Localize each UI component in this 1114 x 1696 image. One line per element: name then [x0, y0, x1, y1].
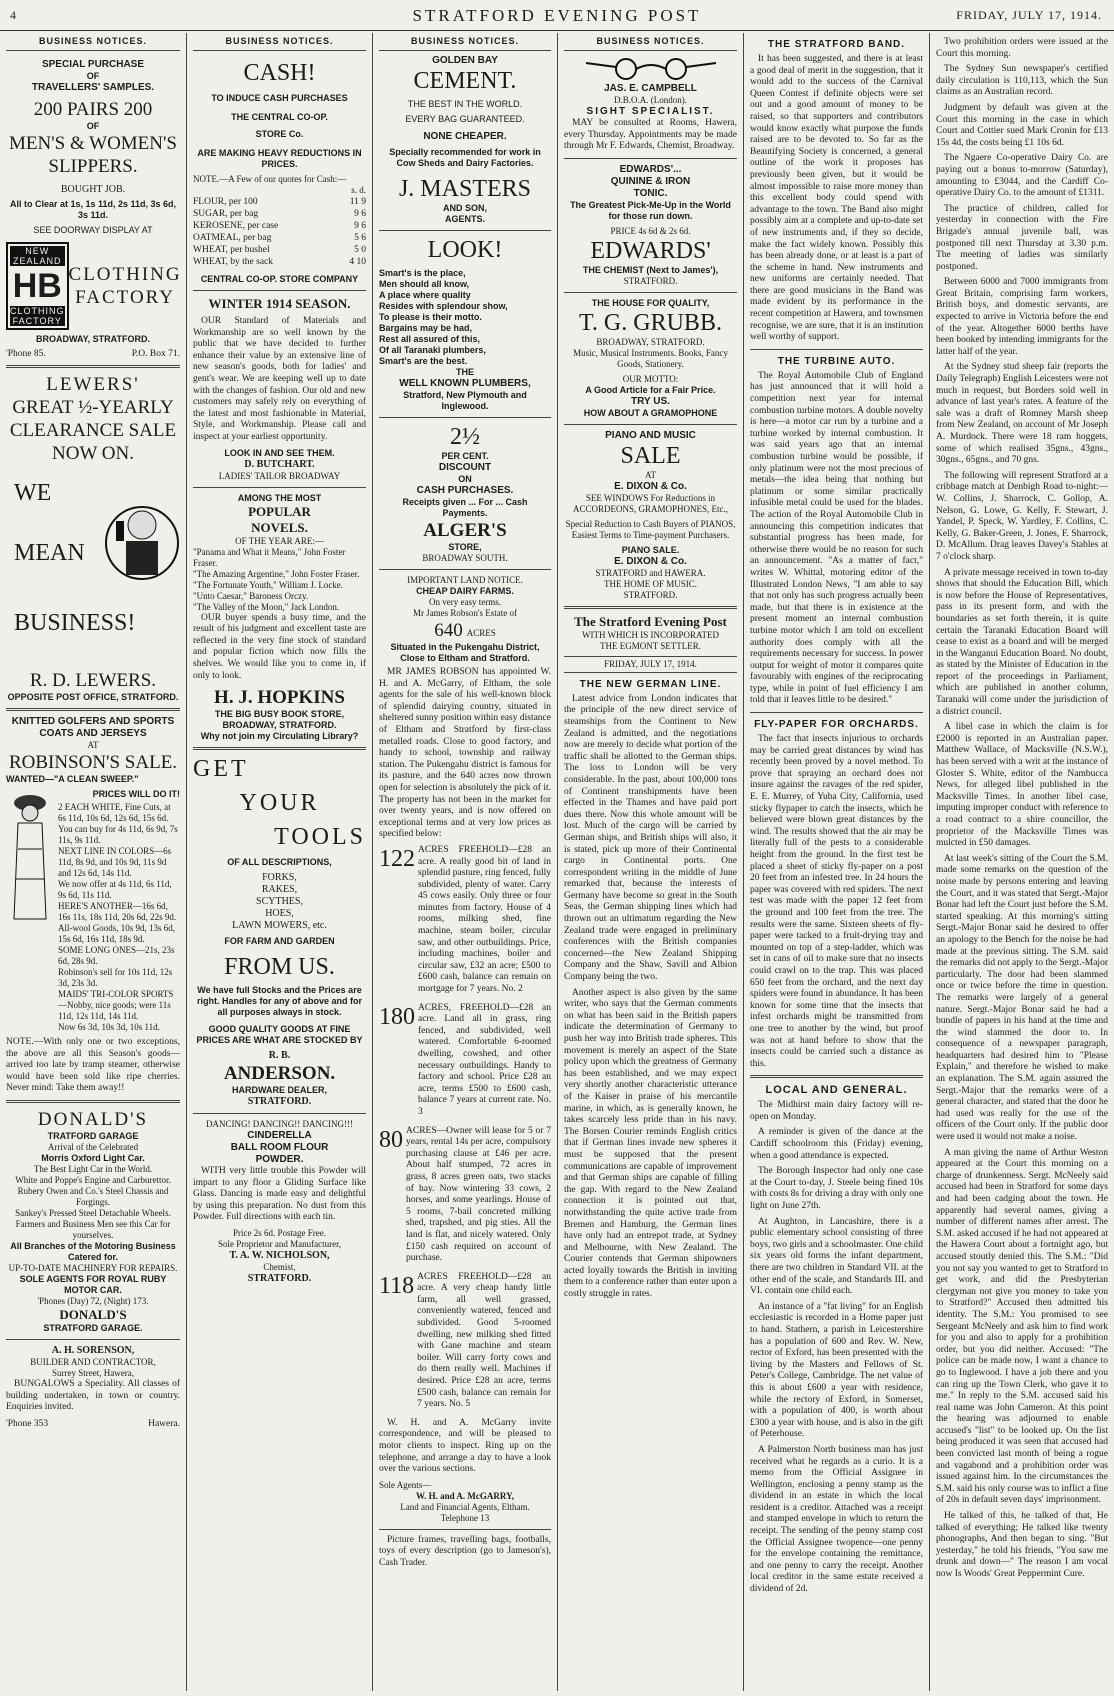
logo-text: CLOTHING FACTORY [10, 306, 65, 326]
column-1 [0, 33, 186, 1691]
book-title: "Panama and What it Means," John Foster Fraser. [193, 546, 346, 568]
ad-heading: A. H. SORENSON, [51, 1344, 135, 1356]
ad-text: WANTED—"A CLEAN SWEEP." [6, 774, 139, 784]
ad-text: Rubery Owen and Co.'s Steel Chassis and Forgings. [17, 1185, 169, 1207]
ad-text: Why not join my Circulating Library? [200, 731, 359, 742]
section-header: BUSINESS NOTICES. [6, 33, 180, 51]
ad-text: The Greatest Pick-Me-Up in the World for those run down. [570, 199, 731, 221]
ad-heading: POPULAR [248, 503, 311, 519]
ad-heading: H. J. HOPKINS [214, 687, 345, 709]
ad-text: OUR buyer spends a busy time, and the result of his judgment and excellent taste are reflected in the very fine stock of standard and popular fiction which now fills the shelves. We would like you to come in, if only to look. [193, 612, 366, 681]
ad-text: Sole Agents— [379, 1479, 432, 1490]
ad-text: OUR MOTTO: [622, 373, 679, 384]
ad-heading: D. BUTCHART. [244, 458, 315, 470]
ad-text: CENTRAL CO-OP. STORE COMPANY [200, 274, 359, 284]
ad-text: All to Clear at 1s, 1s 11d, 2s 11d, 3s 6d, 3s 11d. [9, 199, 177, 220]
price-item: OATMEAL, per bag [193, 233, 272, 243]
ad-special-purchase [6, 59, 180, 94]
price-item: FLOUR, per 100 [193, 197, 258, 207]
lot-number: 118 [379, 1272, 415, 1299]
ad-text: PER CENT. [441, 451, 489, 461]
ad-heading: WE [14, 480, 52, 506]
ad-heading: T. A. W. NICHOLSON, [229, 1250, 330, 1262]
ad-text: THE [456, 367, 474, 377]
ad-text: STRATFORD. [623, 275, 678, 286]
article-heading: LOCAL AND GENERAL. [765, 1084, 908, 1097]
news-item: The Sydney Sun newspaper's certified daily circulation is 110,113, which the Sun claims as an Australian record. [936, 64, 1108, 98]
acrostic-line: Resides with splendour show, [379, 301, 508, 311]
ad-text: Land and Financial Agents, Eltham. [400, 1501, 530, 1512]
ad-heading: WELL KNOWN PLUMBERS, [399, 378, 531, 389]
news-item: At last week's sitting of the Court the S.M. made some remarks on the question of the noise made by persons entering and leaving the Court, and it was stated that Sergt.-Major Bonar had left the Court just before the S.M. started speaking. At this morning's sitting Sergt.-Major Bonar said he desired to offer an apology to the Bench for the noise he had made at the previous sitting. The S.M. said the remarks did not apply to the Sergt.-Major particularly. The door had been slammed once or twice before the time in question. The remarks were largely of a general nature. Sergt.-Major Bonar said he had a bundle of papers in his hand at the time and the wind slammed the door to. In consequence of a newspaper paragraph, headquarters had desired him to "Please Explain," and therefore he wished to make an explanation. The S.M. again assured the Sergt.-Major that the remarks were of a general character, and stated that the door he had used was really for the use of the officers of the Court only. If the public door were used it would not make a noise. [936, 853, 1108, 1143]
lot-text: ACRES, FREEHOLD—£28 an acre. Land all in grass, ring fenced, and subdivided, well watered. Comfortable 6-roomed dwelling, cowshed, and other necessary outbuildings. Handy to factory and school. Price £28 an acre, terms £500 to £600 cash, balance 7 years at current rate. No. 3 [418, 1002, 551, 1117]
ad-text: Chemist, [263, 1262, 296, 1273]
ad-text: PRICES WILL DO IT! [92, 789, 180, 799]
column-3 [373, 33, 557, 1691]
ad-heading: E. DIXON & Co. [614, 480, 687, 492]
ad-text: Stratford, New Plymouth and Inglewood. [403, 390, 527, 411]
news-item: The Borough Inspector had only one case at the Court to-day, J. Steele being fined 10s with costs 8s for driving a dray with only one light on June 27th. [750, 1166, 923, 1212]
ad-heading: 2½ [450, 424, 480, 450]
ad-text: DANCING! DANCING!! DANCING!!! [206, 1119, 353, 1130]
price-row [193, 220, 366, 232]
ad-heading: E. DIXON & Co. [614, 555, 687, 567]
book-title: "The Valley of the Moon," Jack London. [193, 601, 340, 612]
price-line: SOME LONG ONES—21s, 23s 6d, 28s 9d. [58, 945, 175, 966]
ad-text: MAY be consulted at Rooms, Hawera, every Thursday. Appointments may be made through Mr F. Edwards, Chemist, Broadway. [564, 118, 737, 152]
ad-text: W. H. and A. McGARRY, [415, 1490, 515, 1501]
page-number: 4 [10, 8, 16, 22]
ad-text: Farmers and Business Men see this Car for yourselves. [15, 1218, 171, 1240]
ad-heading: CINDERELLA [247, 1130, 312, 1142]
ad-text: Receipts given ... For ... Cash Payments. [402, 497, 528, 518]
ad-text: OUR Standard of Materials and Workmanship are so well known by the public that we have decided to further enhance their value by an extensive line of new season's goods, both for ladies' and gent's wear. We are keeping well up to date with the changes of fashion. Our old and new customers may safely rely on everything of the latest and most fashionable in Material, Style, and Workmanship. Please call and inspect at your earliest opportunity. [193, 316, 366, 442]
robinson-ad [6, 789, 180, 1033]
price-line: NEXT LINE IN COLORS—6s 11d, 8s 9d, and 10s 9d, 11s 9d and 12s 6d, 14s 11d. [58, 846, 172, 878]
ad-heading: LOOK! [427, 237, 503, 263]
logo-text: NEW ZEALAND [10, 246, 65, 266]
ad-text: Hawera. [148, 1418, 180, 1429]
tool-item: RAKES, [261, 884, 298, 896]
price-item: SUGAR, per bag [193, 209, 259, 219]
ad-text: HOW ABOUT A GRAMOPHONE [583, 407, 718, 418]
ad-text: R. B. [268, 1050, 291, 1062]
section-header: BUSINESS NOTICES. [379, 33, 551, 51]
lot-number: 80 [379, 1126, 403, 1153]
news-item: Two prohibition orders were issued at the Court this morning. [936, 37, 1108, 59]
ad-heading: SALE [620, 442, 681, 469]
ad-text: PIANO SALE. [621, 544, 680, 555]
price-value: 5 6 [354, 233, 366, 243]
woman-in-coat-icon [6, 789, 54, 939]
price-value: 5 0 [354, 245, 366, 255]
ad-text: Picture frames, travelling bags, footballs, toys of every description (go to Jameson's), Cash Trader. [379, 1534, 551, 1568]
ad-text: UP-TO-DATE MACHINERY FOR REPAIRS. [8, 1262, 178, 1273]
article-heading: THE STRATFORD BAND. [767, 39, 906, 50]
tool-item: FORKS, [262, 872, 297, 884]
ad-text: BUILDER AND CONTRACTOR, [30, 1356, 156, 1367]
ad-heading: NOW ON. [52, 443, 134, 464]
column-2 [187, 33, 372, 1691]
ad-text: Surrey Street, Hawera, [52, 1367, 134, 1378]
ad-text: DISCOUNT [438, 462, 492, 473]
news-item: Judgment by default was given at the Court this morning in the case in which Court and Cottier sued Mark Cronin for £13 15s 4d, the costs being £1 10s 6d. [936, 102, 1108, 148]
ad-text: AND SON, [442, 203, 487, 213]
ad-text: FOR FARM AND GARDEN [224, 936, 335, 947]
book-title: "Unto Caesar," Baroness Orczy. [193, 590, 309, 601]
ad-text: 'Phones (Day) 72, (Night) 173. [37, 1295, 149, 1306]
hb-logo [6, 242, 69, 330]
ad-text: GOOD QUALITY GOODS AT FINE PRICES ARE WHAT ARE STOCKED BY [196, 1024, 363, 1046]
article-heading: THE TURBINE AUTO. [777, 355, 896, 367]
acrostic-line: To please is their motto. [379, 312, 482, 322]
ad-text: THE CENTRAL CO-OP. [231, 112, 328, 122]
newspaper-title: STRATFORD EVENING POST [412, 6, 702, 25]
ad-text: AGENTS. [444, 214, 485, 224]
column-5 [744, 33, 929, 1691]
ad-text: A Good Article for a Fair Price. [585, 384, 716, 395]
ad-text: THE HOME OF MUSIC. [603, 578, 697, 589]
lot-text: ACRES FREEHOLD—£28 an acre. A really good bit of land in splendid pasture, ring fenced, fully subdivided, plenty of water. Carry 45 cows easily. Only three or four minutes from factory. House of 4 rooms, milking shed, fine machine, steam boiler, circular saw, and other outbuildings. Price, including machines, boiler and circular saw, £32 an acre; £500 to £600 cash, balance can remain on mortgage for 7 years. No. 2 [418, 844, 551, 995]
ad-text: CASH PURCHASES. [416, 485, 514, 496]
ad-heading: WINTER 1914 SEASON. [208, 296, 351, 311]
ad-text: OF ALL DESCRIPTIONS, [227, 857, 332, 868]
news-item: The practice of children, called for yesterday in connection with the Fire Brigade's annual juvenile ball, was postponed till next Thursday at 3.30 p.m. The meeting of ladies was similarly postponed. [936, 203, 1108, 272]
price-row [193, 232, 366, 244]
hb-ad [6, 242, 180, 330]
ad-text: Morris Oxford Light Car. [41, 1152, 145, 1163]
lot-text: ACRES FREEHOLD—£28 an acre. A very cheap handy little farm, all well grassed, conveniently watered, fenced and subdivided. Good 5-roomed dwelling, new milking shed fitted with Gane machine and steam boiler. Will carry forty cows and do them really well. Machines if desired. Price £28 an acre, terms £500 cash, balance can remain for 7 years. No. 5 [417, 1271, 551, 1410]
ad-text: TRY US. [631, 395, 670, 407]
news-item: A libel case in which the claim is for £2000 is reported in an Australian paper. Matthew Wallace, of Macksville (N.S.W.), has been served with a writ at the instance of Gloster S. White, editor of the Nambucca News, for alleged libel published in the Macksville Times. In another libel case, imputing improper conduct with reference to a road contract to a shire councillor, the proprietor of the Macksville Times was mulcted in £50 damages. [936, 722, 1108, 849]
ad-text: OF [86, 121, 100, 131]
ad-text: THE HOUSE FOR QUALITY, [591, 297, 710, 308]
logo-text: HB [12, 267, 62, 305]
ad-text: BROADWAY SOUTH. [422, 553, 508, 563]
ad-heading: FROM US. [224, 954, 335, 981]
ad-text: OPPOSITE POST OFFICE, STRATFORD. [7, 692, 179, 702]
price-value: 11 9 [349, 197, 366, 207]
ad-heading: LEWERS' [46, 374, 140, 395]
article-paragraph: Latest advice from London indicates that the principle of the new direct service of steamships from the Continent to New Zealand is admitted, and the negotiations now are merely to decide what portion of the traffic shall be allotted to the German ships. The loss to London will be very considerable. In the past, about 100,000 tons of Continent transhipments have been effected in the Thames and have paid port dues there. Now this whole amount will be lost. Much of the cargo will be carried by German ships, and British ships will also, it is stated, pick up more of their Continental cargo in Continental ports. One correspondent writing in the middle of June remarked that, because the interests of Germany have become so great in the South Seas, the German shipping lines which had thrown out an ultimatum regarding the New Zealand trade were engaged in preliminary conferences with the British companies concerned—the New Zealand Shipping Company and the Shaw, Savill and Albion Company being the two. [564, 693, 737, 983]
ad-heading: GREAT ½-YEARLY [12, 397, 174, 418]
ad-heading: BUSINESS! [14, 610, 136, 636]
ad-text: LADIES' TAILOR BROADWAY [218, 470, 341, 481]
ad-text: BROADWAY, STRATFORD. [596, 336, 705, 347]
ad-text: TRATFORD GARAGE [47, 1130, 139, 1141]
tool-item: LAWN MOWERS, etc. [232, 920, 327, 932]
news-item: A reminder is given of the dance at the Cardiff schoolroom this (Friday) evening, when a good attendance is expected. [750, 1127, 923, 1161]
section-header: BUSINESS NOTICES. [193, 33, 366, 51]
ad-heading: CASH! [243, 60, 316, 86]
ad-heading: EDWARDS' [590, 237, 711, 264]
news-item: Between 6000 and 7000 immigrants from Great Britain, comprising farm workers, British boys, and domestic servants, are expected to arrive in Victoria before the end of the year. Altogether 6000 berths have been booked by intending immigrants for the latter half of the year. [936, 277, 1108, 357]
ad-text: EVERY BAG GUARANTEED. [405, 114, 525, 124]
ad-heading: POWDER. [255, 1154, 304, 1166]
news-item: An instance of a "fat living" for an English ecclesiastic is recorded in a Home paper just to hand. Stathern, a parish in Leicestershire has a population of 600 and Rev. W. New, rector of Exford, has been presented with the living by the Masters and Fellows of St. Peter's College, Cambridge. The net value of this is about £600 a year with residence, while the rectory of Exford, in Somerset, with a population of 400, is worth about £300 a year with house, and is also in the gift of Peterhouse. [750, 1301, 923, 1440]
acrostic-line: Smart's is the place, [379, 268, 466, 278]
article-heading: THE NEW GERMAN LINE. [579, 678, 722, 690]
ad-text: Telephone 13 [440, 1512, 490, 1523]
ad-text: Specially recommended for work in Cow Sheds and Dairy Factories. [389, 147, 541, 168]
ad-text: s. d. [351, 185, 366, 195]
ad-text: STORE Co. [255, 129, 304, 139]
ad-text: STRATFORD. [623, 589, 678, 600]
ad-text: AMONG THE MOST [237, 492, 322, 503]
book-title: "The Fortunate Youth," William J. Locke. [193, 579, 344, 590]
ad-heading: FACTORY [75, 287, 176, 308]
ad-text: THE EGMONT SETTLER. [599, 640, 702, 651]
ad-text: 'Phone 85. [6, 349, 46, 359]
acrostic-line: Rest all assured of this, [379, 334, 481, 344]
news-item: At the Sydney stud sheep fair (reports the Daily Telegraph) English Leicesters were not much in request, but Borders sold well in advance of last year's rates. A feature of the sale was a draft of Romney Marsh sheep from New Zealand, on account of Mr Joseph A. Murdock. There were 18 ram hoggets, some of which realised 35gns., 43gns., 30gns., 65gns., and 70 gns. [936, 362, 1108, 466]
news-item: A private message received in town to-day shows that should the Education Bill, which is now before the House of Representatives, pass in its present form, and with the boundaries as set forth therein, it is quite certain the Taranaki Education Board will cease to exist as a board and will be merged in the Wanganui Education Board. No doubt, as stated by the Minister of Education in the report of the proceedings in Parliament, which are published in another column, Taranaki will come under the jurisdiction of a district council. [936, 567, 1108, 717]
lot-number: 122 [379, 845, 415, 872]
ad-heading: SIGHT SPECIALIST. [586, 106, 715, 117]
news-item: The Ngaere Co-operative Dairy Co. are paying out a bonus to-morrow (Saturday), amounting to £3044, and the Cardiff Co-operative Dairy Co. to the amount of £1311. [936, 153, 1108, 199]
ad-text: On very easy terms. [429, 597, 501, 607]
land-lot [379, 1003, 551, 1123]
acrostic-line: Smart's are the best. [379, 356, 468, 366]
article-heading: FLY-PAPER FOR ORCHARDS. [754, 719, 919, 731]
ad-text: Music, Musical Instruments. Books, Fancy Goods, Stationery. [573, 347, 728, 369]
ad-text: Sankey's Pressed Steel Detachable Wheels. [15, 1207, 171, 1218]
ad-text: EDWARDS'... [619, 163, 682, 175]
ad-text: CHEAP DAIRY FARMS. [416, 586, 514, 596]
ad-text: NOTE.—With only one or two exceptions, the above are all this Season's goods—arrived too late by tramp steamer, otherwise would have been sold like ripe cherries. Never mind: Take them away!! [6, 1037, 180, 1094]
ad-text: Sole Proprietor and Manufacturer, [217, 1239, 342, 1250]
article-text: The fact that insects injurious to orchards may be carried great distances by wind has recently been proved by a novel method. To prove that spraying an orchard does not insure against the ravages of the red spider, E. E. Murrey, of Yuba City, California, used sticky flypaper to catch the insects, which he believed were blown great distances by the wind. The results showed that the air may be literally full of the pests to a considerable height from the ground. In the first test he placed a sheet of sticky fly-paper on a post 20 feet from an infested tree. In 24 hours the paper was covered with red spiders. The next test was made with the paper 12 feet from the ground and 100 feet from the tree. The results were the same. Sixteen sheets of fly-paper were tacked to a fruit-drying tray and mounted on top of a step-ladder, which was set in cans of oil to make sure that no insects could crawl on to the trap. This was placed 650 feet from the orchard, and the next day spiders were found in abundance. It has been known for some time that the insects that infest orchards might be transmitted from one tree to another by the wind, but proof was not at hand before to show that the insects could be carried such a distance as this. [750, 734, 923, 1069]
price-row [193, 244, 366, 256]
price-item: WHEAT, per bushel [193, 245, 270, 255]
ad-text: SPECIAL PURCHASE [41, 59, 145, 70]
price-value: 9 6 [354, 209, 366, 219]
ad-heading: JAS. E. CAMPBELL [604, 83, 697, 94]
ad-text: STRATFORD and HAWERA. [595, 567, 706, 578]
lot-text: ACRES—Owner will lease for 5 or 7 years, rental 14s per acre, compulsory purchasing clause at £46 per acre. About half stumped, 72 acres in grass, 8 acres green oats, two stacks of hay. Now wintering 33 cows, 2 horses, and some yearlings. House of 5 rooms, 7-bail concreted milking shed, trapshed, and pig sties. All the land is flat, and nicely watered. Only £150 cash required on account of purchase. [406, 1125, 551, 1264]
ad-text: White and Poppe's Engine and Carburettor. [15, 1174, 171, 1185]
ad-text: PIANO AND MUSIC [605, 429, 696, 441]
ad-text: THE CHEMIST (Next to James'), [582, 264, 719, 275]
column-6 [930, 33, 1114, 1691]
ad-text: BUNGALOWS a Speciality. All classes of building undertaken, in town or country. Enquiries invited. [6, 1378, 180, 1413]
ad-text: Special Reduction to Cash Buyers of PIANOS, Easiest Terms to Time-payment Purchasers. [565, 518, 736, 540]
ad-text: OF THE YEAR ARE:— [235, 535, 324, 546]
ad-text: W. H. and A. McGarry invite correspondence, and will be pleased to motor clients to inspect. Ring up on the telephone, and arrange a day to have a look over the various sections. [379, 1417, 551, 1475]
ad-text: OF [86, 71, 100, 81]
tool-item: SCYTHES, [256, 896, 303, 908]
ad-heading: TOOLS [274, 824, 366, 851]
ad-text: AT [645, 469, 656, 480]
ad-text: THE BIG BUSY BOOK STORE, BROADWAY, STRATFORD. [214, 709, 345, 731]
ad-text: The Best Light Car in the World. [33, 1163, 153, 1174]
man-with-telephone-icon [104, 483, 180, 603]
tool-item: HOES, [265, 908, 294, 920]
ad-heading: 200 PAIRS 200 [33, 99, 153, 120]
ad-heading: R. D. LEWERS. [29, 670, 157, 691]
ad-heading: DONALD'S [59, 1306, 127, 1322]
ad-heading: NOVELS. [251, 519, 308, 535]
ad-text: TO INDUCE CASH PURCHASES [211, 93, 348, 103]
ad-text: WITH very little trouble this Powder will impart to any floor a Gliding Surface like Glass. Dancing is made easy and delightful by using this preparation. No dust from this Powder. Full directions with each tin. [193, 1166, 366, 1223]
ad-text: STORE, [448, 542, 482, 552]
ad-heading: ROBINSON'S SALE. [8, 752, 178, 773]
ad-text: Price 2s 6d. Postage Free. [233, 1228, 326, 1239]
ad-text: WITH WHICH IS INCORPORATED [581, 629, 720, 640]
price-row [193, 256, 366, 268]
ad-heading: YOUR [239, 790, 320, 817]
ad-heading: SLIPPERS. [48, 156, 138, 177]
lower-ads [6, 1108, 180, 1334]
price-value: 9 6 [354, 221, 366, 231]
news-item: The Midhirst main dairy factory will re-open on Monday. [750, 1100, 923, 1122]
ad-text: AT [87, 740, 99, 750]
price-line: You can buy for 4s 11d, 6s 9d, 7s 11s, 9s 11d. [58, 824, 178, 845]
ad-text: NONE CHEAPER. [423, 131, 507, 142]
price-item: WHEAT, by the sack [193, 257, 274, 267]
ad-text: TRAVELLERS' SAMPLES. [31, 82, 155, 93]
ad-heading: CLEARANCE SALE [9, 420, 177, 441]
ad-text: P.O. Box 71. [131, 349, 180, 359]
ad-heading: CEMENT. [413, 68, 517, 94]
ad-heading: DONALD'S [37, 1108, 149, 1130]
ad-text: SEE DOORWAY DISPLAY AT [33, 225, 153, 235]
price-line: MAIDS' TRI-COLOR SPORTS—Nobby, nice goods; were 11s 11d, 12s 11d, 14s 11d. [58, 989, 174, 1021]
ad-text: We have full Stocks and the Prices are right. Handles for any of above and for all purposes always in stock. [196, 985, 363, 1018]
ad-heading: ANDERSON. [223, 1063, 336, 1085]
lewers-illustration-block [6, 469, 180, 669]
ad-heading: ALGER'S [423, 520, 507, 541]
price-row [193, 196, 366, 208]
book-title: "The Amazing Argentine," John Foster Fraser. [193, 568, 360, 579]
acrostic-line: A place where quality [379, 290, 471, 300]
article-paragraph: Another aspect is also given by the same writer, who says that the German comments on what has been said in the British papers indicate the determination of Germany to push her way into British trade spheres. This movement is merely an aspect of the State policy upon which the greatness of Germany has been established, and we may expect very shortly another characteristic utterance of the Kaiser in praise of his mercantile marine, in which, as is generally known, he takes scarcely less pride than in his navy. The Borsen Courier reminds English critics that if German lines invade new spheres it must be supposed that the present communications are capable of improvement and that German ships are capable of filling the gap. With regard to the New Zealand connection it is pointed out that, notwithstanding the quite active trade from Bremen and Hamburg, the German lines have only had an entrepot trade, at Sydney and Melbourne, with New Zealand. The Courier contends that German shipowners acted loyally towards the British in inviting them to a conference rather than enter upon a costly struggle in rates. [564, 987, 737, 1300]
ad-text: MR JAMES ROBSON has appointed W. H. and A. McGarry, of Eltham, the sole agents for the sale of his well-known block of splendid dairying country, situated in sheltered sunny position within easy distance of Eltham and Stratford by first-class metalled roads. Close to good factory, and handy to school, township and railway station. The Pukengahu district is famous for its pasture, and the 640 acres now thrown open for selection is absolutely the pick of it. The property has not been in the market for over twenty years, and is now offered on exceptional terms and at very low prices as specified below: [379, 667, 551, 840]
price-line: 2 EACH WHITE, Fine Cuts, at 6s 11d, 10s 6d, 12s 6d, 15s 6d. [58, 802, 171, 823]
ad-heading: BALL ROOM FLOUR [230, 1142, 329, 1154]
news-item: At Aughton, in Lancashire, there is a public elementary school consisting of three boys, two girls and a schoolmaster. One child six years old forms the infant department, there are two children in Standard VII. at the other end of the scale, and Standards III. and VI. contain one child each. [750, 1216, 923, 1297]
ad-text: SEE WINDOWS For Reductions in ACCORDEONS, GRAMOPHONES, Etc., [572, 492, 728, 514]
ad-text: ON [458, 474, 472, 484]
land-lot [379, 1272, 551, 1415]
column-4 [558, 33, 743, 1691]
news-item: A man giving the name of Arthur Weston appeared at the Court this morning on a charge of drunkenness. Sergt. McNeely said accused had been in Stratford for some days and had been cadging about the town. He apparently had several names, giving a number of different names after arrest. The S.M. asked accused if he had not appeared at the Hawera Court about a fortnight ago, but accused stoutly denied this. The S.M.: "Did you not say you wanted to get to Stratford to get work, and did the Presbyterian clergyman not give you money to take you to Stratford?" Accused then admitted his identity. The S.M.: You promised to see Sergeant McNeely and ask him to find work for you and also to apply for a prohibition order, but you did neither. Accused: "The police can be made now, I want a chance to go to Inglewood. I have a job there and you can ring up the Town Clerk, who gave it to me." In reply to the S.M. accused said his real name was John Cameron. At this point the hearing was adjourned to enable accused's "list" to be looked up. On the list being produced it was seen that accused had been convicted last month of being a rogue and vagabond and a prohibition order was issued against him. In the circumstances the S.M. said his only course was to inflict a fine of 20s in default seven days' imprisonment. [936, 1147, 1108, 1506]
ad-text: D.B.O.A. (London). [614, 95, 687, 105]
ad-text: STRATFORD. [247, 1273, 312, 1285]
newspaper-nameplate: The Stratford Evening Post [574, 613, 727, 629]
ad-text: ARE MAKING HEAVY REDUCTIONS IN PRICES. [197, 148, 362, 169]
news-item: He talked of this, he talked of that, He talked of everything; He talked like twenty phonographs, And then began to sing. "But yesterday," he told his friends, "You saw me drunk and down—" The reason I am vocal now Is Woods' Great Peppermint Cure. [936, 1511, 1108, 1579]
ad-text: HARDWARE DEALER, [231, 1085, 327, 1096]
issue-date: FRIDAY, JULY 17, 1914. [564, 656, 737, 673]
section-header: BUSINESS NOTICES. [564, 33, 737, 51]
article-text: It has been suggested, and there is at least a good deal of merit in the suggestion, that it would add to the success of the Carnival Queen Contest if definite objects were set out and a good amount of money to be raised, so that supporters and contributors would know exactly what purpose the funds raised are to be devoted to. So far as the Beautifying Society is concerned, a general outline of the work it proposes has previously been given, but it would be almost impossible to raise more money than this excellent body could spend with advantage to the town. The Band also might possibly aim at a complete and up-to-date set of new instruments and, if they so decide, make the fact widely known. Possibly this has been already done, or at least is a part of the scheme in hand. New instruments and new uniforms are certainly needed. That there are good musicians in the Band was made evident by its performance in the recent competition at Hawera, and townsmen recognise, we are sure, that it is an institution well worthy of support. [750, 54, 923, 343]
ad-text: ACRES [466, 628, 496, 638]
ad-heading: MEAN [14, 540, 85, 566]
land-lot [379, 1126, 551, 1269]
acrostic-line: Of all Taranaki plumbers, [379, 345, 486, 355]
price-line: Robinson's sell for 10s 11d, 12s 3d, 23s 3d. [58, 967, 173, 988]
ad-text: Mr James Robson's Estate of [412, 608, 518, 618]
ad-heading: J. MASTERS [398, 176, 532, 202]
ad-text: Arrival of the Celebrated [47, 1141, 139, 1152]
ad-text: NOTE.—A Few of our quotes for Cash:— [193, 174, 347, 184]
acrostic-line: Bargains may be had, [379, 323, 473, 333]
news-item: The following will represent Stratford at a cribbage match at Denbigh Road to-night:—W. Collins, J. Sharrock, C. Gollop, A. Nelson, G. Lowe, G. Kelly, F. Stewart, J. Yandel, P. Speck, W. Yardley, F. Collins, C. Kelly, G. Baker-Green, J. Jones, F. Sharrock, D. McAllum. Drag leaves Davey's Stables at 7 o'clock sharp. [936, 470, 1108, 562]
price-row [193, 208, 366, 220]
price-line: We now offer at 4s 11d, 6s 11d, 9s 6d, 11s 11d. [58, 879, 172, 900]
ad-text: 'Phone 353 [6, 1418, 49, 1429]
issue-date: FRIDAY, JULY 17, 1914. [956, 8, 1102, 22]
ad-heading: KNITTED GOLFERS AND SPORTS COATS AND JERSEYS [11, 716, 175, 739]
ad-text: BOUGHT JOB. [60, 184, 126, 195]
land-lot [379, 845, 551, 1000]
news-item: A Palmerston North business man has just received what he regards as a curio. It is a memo from the Official Assignee in Wellington, enclosing a penny stamp as the dividend in an estate in which the local resident is a creditor. Attached was a receipt and stamped envelope in which to return the receipt. The sending of the penny stamp cost the Official Assignee twopence—one penny for the envelope containing the remittance, and one penny to carry the receipt. Another local creditor in the same estate received a dividend of 2d. [750, 1444, 923, 1595]
lewers-ad [6, 373, 180, 465]
ad-heading: CLOTHING [68, 264, 182, 285]
ad-heading: 640 [434, 620, 463, 641]
price-line: Now 6s 3d, 10s 3d, 10s 11d. [58, 1022, 160, 1032]
ad-text: LOOK IN AND SEE THEM. [224, 447, 335, 458]
ad-text: STRATFORD GARAGE. [43, 1322, 143, 1333]
ad-heading: GET [193, 756, 249, 783]
ad-text: GOLDEN BAY [432, 55, 498, 66]
ad-text: BROADWAY, STRATFORD. [35, 334, 150, 344]
ad-text: PRICE 4s 6d & 2s 6d. [610, 225, 691, 236]
price-line: All-wool Goods, 10s 9d, 13s 6d, 15s 6d, 16s 11d, 18s 9d. [58, 923, 176, 944]
price-value: 4 10 [349, 257, 366, 267]
article-text: The Royal Automobile Club of England has just announced that it will hold a competition next year for internal combustion turbine motors. A double novelty is here—a motor car run by a turbine and a turbine worked by internal combustion. It was said years ago that an internal combustion turbine would be possible, if only platinum were not the most precious of metals—the idea being that nothing but platinum or some similar practically infusible metal could be used for the blades. The action of the Royal Automobile Club in announcing this competition indicates that substantial progress has been made, for otherwise there would be no reason for such an announcement. "As a matter of fact," writes W. Whittal, motoring editor of the Illustrated London News, "I am able to say that not only has such progress actually been made, but that there is in existence at the present moment an internal combustion turbine motor which I am told on excellent authority does comply with all the requirements necessary for success. In power output for weight of motor it compares quite favourably with engines of the reciprocating type, while in point of fuel efficiency I am told that it leaves little to be desired." [750, 370, 923, 706]
acrostic-line: Men should all know, [379, 279, 470, 289]
ad-text: Situated in the Pukengahu District, Close to Eltham and Stratford. [390, 642, 540, 663]
price-line: HERE'S ANOTHER—16s 6d, 16s 11s, 18s 11d, 20s 6d, 22s 9d. [58, 901, 177, 922]
spectacles-icon [566, 55, 736, 83]
ad-text: SOLE AGENTS FOR ROYAL RUBY MOTOR CAR. [19, 1273, 167, 1295]
ad-text: STRATFORD. [247, 1096, 312, 1108]
ad-text: QUININE & IRON [610, 175, 691, 187]
ad-heading: T. G. GRUBB. [579, 309, 722, 336]
lot-number: 180 [379, 1003, 415, 1030]
ad-text: THE BEST IN THE WORLD. [407, 99, 523, 109]
masthead [0, 0, 1114, 31]
ad-text: All Branches of the Motoring Business Catered for. [10, 1240, 176, 1262]
price-item: KEROSENE, per case [193, 221, 279, 231]
ad-text: IMPORTANT LAND NOTICE. [407, 575, 523, 585]
ad-heading: MEN'S & WOMEN'S [8, 133, 177, 154]
ad-text: TONIC. [633, 187, 668, 199]
